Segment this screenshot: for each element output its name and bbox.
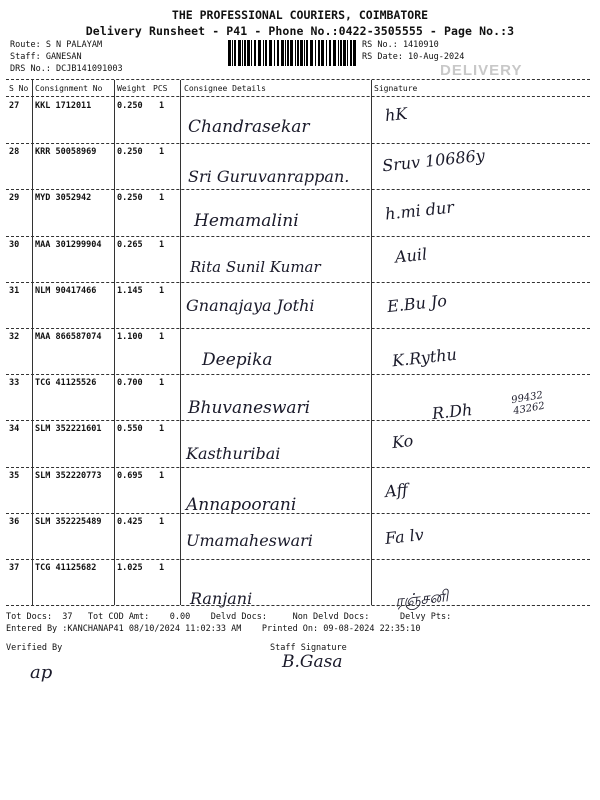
row-pcs: 1 <box>159 285 165 296</box>
row-consignment-no: KRR 50058969 <box>35 147 97 158</box>
row-divider <box>6 282 590 283</box>
barcode-bar <box>281 40 284 66</box>
row-pcs: 1 <box>159 101 165 111</box>
row-sno: 36 <box>9 516 20 527</box>
row-signature: Auil <box>394 243 428 267</box>
entered-by-line: Entered By :KANCHANAP41 08/10/2024 11:02:33 AM Printed On: 09-08-2024 22:35:10 <box>6 624 421 634</box>
barcode-bar <box>318 40 320 66</box>
barcode-bar <box>338 40 339 66</box>
barcode-bar <box>350 40 352 66</box>
row-signature: R.Dh <box>431 400 474 424</box>
row-sno: 29 <box>9 193 20 204</box>
row-consignment-no: SLM 352225489 <box>35 516 102 527</box>
barcode-bar <box>258 40 261 66</box>
staff-signature: B.Gasa <box>282 652 343 672</box>
col-weight: Weight <box>117 84 146 93</box>
row-signature: Aff <box>384 479 409 501</box>
row-signature-note: 99432 43262 <box>510 390 546 418</box>
row-weight: 0.265 <box>117 239 143 250</box>
barcode-bar <box>343 40 346 66</box>
staff-signature-label: Staff Signature <box>270 643 347 653</box>
row-consignee-name: Hemamalini <box>194 211 299 232</box>
row-consignee-name: Ranjani <box>190 589 253 608</box>
row-signature: K.Rythu <box>391 344 458 371</box>
barcode-bar <box>333 40 336 66</box>
row-weight: 1.100 <box>117 332 143 342</box>
row-consignment-no: SLM 352220773 <box>35 470 102 481</box>
col-divider <box>371 80 372 605</box>
row-consignee-name: Chandrasekar <box>188 117 310 137</box>
barcode-bar <box>285 40 286 66</box>
row-divider <box>6 328 590 329</box>
barcode-bar <box>238 40 241 66</box>
barcode-bar <box>340 40 342 66</box>
barcode-bar <box>228 40 231 66</box>
barcode-bar <box>321 40 324 66</box>
watermark: DELIVERY <box>440 62 523 79</box>
runsheet-title: THE PROFESSIONAL COURIERS, COIMBATORE <box>171 8 429 22</box>
row-consignee-name: Sri Guruvanrappan. <box>188 167 350 187</box>
row-pcs: 1 <box>159 332 165 342</box>
row-pcs: 1 <box>159 470 165 481</box>
row-consignment-no: SLM 352221601 <box>35 424 102 435</box>
row-signature: h.mi dur <box>384 197 455 224</box>
row-sno: 30 <box>9 239 20 250</box>
barcode-bar <box>300 40 303 66</box>
row-weight: 0.250 <box>117 101 143 111</box>
row-consignee-name: Umamaheswari <box>186 530 313 550</box>
row-weight: 0.700 <box>117 378 143 389</box>
row-divider <box>6 467 590 468</box>
row-sno: 37 <box>9 563 20 573</box>
barcode-bar <box>310 40 313 66</box>
col-divider <box>180 80 181 605</box>
row-consignment-no: KKL 1712011 <box>35 101 92 111</box>
barcode-bar <box>347 40 348 66</box>
col-sno: S No <box>9 84 29 93</box>
row-sno: 34 <box>9 424 20 435</box>
row-weight: 0.250 <box>117 193 143 204</box>
barcode-bar <box>329 40 331 66</box>
barcode-bar <box>277 40 279 66</box>
barcode-bar <box>274 40 275 66</box>
row-divider <box>6 513 590 514</box>
row-consignee-name: Annapoorani <box>186 494 297 515</box>
col-divider <box>114 80 115 605</box>
row-consignee-name: Bhuvaneswari <box>188 398 311 419</box>
row-divider <box>6 189 590 190</box>
row-consignment-no: MAA 301299904 <box>35 239 102 250</box>
barcode-bar <box>295 40 296 66</box>
staff-label: Staff: GANESAN <box>10 52 82 62</box>
barcode-bar <box>315 40 316 66</box>
verified-by-label: Verified By <box>6 643 63 653</box>
row-sno: 27 <box>9 101 20 111</box>
row-weight: 0.695 <box>117 470 143 481</box>
barcode-bar <box>251 40 252 66</box>
barcode-bar <box>263 40 264 66</box>
barcode-bar <box>287 40 289 66</box>
barcode-bar <box>269 40 272 66</box>
row-divider <box>6 143 590 144</box>
col-consignee: Consignee Details <box>184 84 266 93</box>
barcode-bar <box>290 40 293 66</box>
barcode-bar <box>232 40 233 66</box>
row-consignee-name: Gnanajaya Jothi <box>186 295 315 315</box>
rs-no: RS No.: 1410910 <box>362 40 439 50</box>
row-consignment-no: TCG 41125526 <box>35 378 97 389</box>
barcode-bar <box>353 40 356 66</box>
col-consignment: Consignment No <box>35 84 103 93</box>
rs-date: RS Date: 10-Aug-2024 <box>362 52 465 62</box>
row-weight: 1.025 <box>117 563 143 573</box>
row-signature: hK <box>384 103 409 126</box>
row-weight: 0.425 <box>117 516 143 527</box>
row-signature: E.Bu Jo <box>386 290 448 316</box>
row-divider <box>6 559 590 560</box>
col-divider <box>32 80 33 605</box>
barcode-bar <box>247 40 250 66</box>
row-divider <box>6 374 590 375</box>
barcode-graphic <box>228 40 358 66</box>
row-pcs: 1 <box>159 563 165 573</box>
runsheet-subtitle: Delivery Runsheet - P41 - Phone No.:0422-3505555 - Page No.:3 <box>85 24 515 38</box>
row-pcs: 1 <box>159 378 165 389</box>
header-top-rule <box>6 79 590 80</box>
barcode-bar <box>326 40 327 66</box>
header-bottom-rule <box>6 96 590 97</box>
barcode-bar <box>297 40 299 66</box>
col-pcs: PCS <box>153 84 168 93</box>
totals-line: Tot Docs: 37 Tot COD Amt: 0.00 Delvd Docs: Non Delvd Docs: Delvy Pts: <box>6 612 452 622</box>
barcode-bar <box>244 40 246 66</box>
row-consignment-no: NLM 90417466 <box>35 285 97 296</box>
col-signature: Signature <box>374 84 418 93</box>
row-sno: 32 <box>9 332 20 342</box>
barcode-bar <box>234 40 236 66</box>
row-consignee-name: Deepika <box>202 350 273 370</box>
row-sno: 35 <box>9 470 20 481</box>
row-weight: 0.250 <box>117 147 143 158</box>
row-consignment-no: MAA 866587074 <box>35 332 102 342</box>
verified-signature: ap <box>30 662 53 683</box>
row-sno: 28 <box>9 147 20 158</box>
row-divider <box>6 236 590 237</box>
drs-label: DRS No.: DCJB141091003 <box>10 64 123 74</box>
row-signature: Fa lv <box>384 524 425 548</box>
row-pcs: 1 <box>159 424 165 435</box>
row-pcs: 1 <box>159 239 165 250</box>
row-pcs: 1 <box>159 193 165 204</box>
row-signature: ரஞ்சனி <box>394 586 450 611</box>
row-consignment-no: TCG 41125682 <box>35 563 97 573</box>
barcode-bar <box>265 40 267 66</box>
barcode-bar <box>306 40 308 66</box>
row-consignment-no: MYD 3052942 <box>35 193 92 204</box>
row-weight: 0.550 <box>117 424 143 435</box>
barcode <box>228 40 358 66</box>
row-sno: 31 <box>9 285 20 296</box>
table-bottom-rule <box>6 605 590 606</box>
row-weight: 1.145 <box>117 285 143 296</box>
barcode-bar <box>254 40 256 66</box>
row-pcs: 1 <box>159 147 165 158</box>
row-sno: 33 <box>9 378 20 389</box>
barcode-bar <box>242 40 243 66</box>
row-signature: Ko <box>391 431 415 453</box>
row-signature: Sruv 10686y <box>381 145 486 176</box>
row-consignee-name: Rita Sunil Kumar <box>190 257 321 276</box>
barcode-bar <box>304 40 305 66</box>
row-pcs: 1 <box>159 516 165 527</box>
row-divider <box>6 420 590 421</box>
row-consignee-name: Kasthuribai <box>186 444 281 464</box>
route-label: Route: S N PALAYAM <box>10 40 103 50</box>
